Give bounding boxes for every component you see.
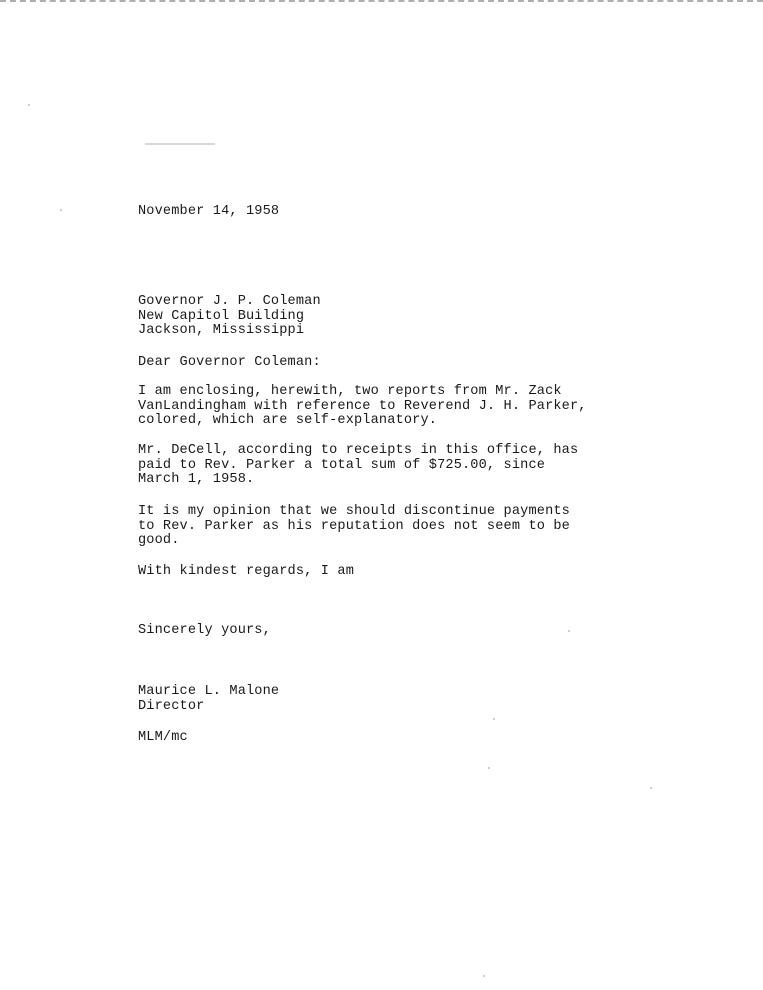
- paragraph-enclosure: [138, 385, 587, 429]
- scan-speck: [145, 143, 215, 145]
- complimentary-close: Sincerely yours,: [138, 623, 271, 638]
- scan-speck: [493, 718, 495, 720]
- paragraph-line: Mr. DeCell, according to receipts in this office, has: [138, 443, 579, 458]
- page-top-border: [0, 0, 763, 6]
- closing-regards: With kindest regards, I am: [138, 564, 354, 579]
- scan-speck: [650, 787, 652, 789]
- paragraph-line: It is my opinion that we should discontinue payments: [138, 504, 570, 519]
- scan-speck: [483, 975, 485, 977]
- paragraph-line: March 1, 1958.: [138, 472, 255, 487]
- paragraph-line: paid to Rev. Parker a total sum of $725.00, since: [138, 457, 546, 473]
- paragraph-opinion: [138, 505, 570, 549]
- paragraph-line: I am enclosing, herewith, two reports from Mr. Zack: [138, 384, 562, 399]
- reference-initials: MLM/mc: [138, 730, 188, 745]
- salutation: Dear Governor Coleman:: [138, 355, 321, 370]
- paragraph-line: to Rev. Parker as his reputation does not seem to be: [138, 518, 570, 534]
- scan-speck: [60, 209, 62, 211]
- signer-title: Director: [138, 698, 205, 714]
- scan-speck: [568, 630, 570, 632]
- signature-block: [138, 685, 279, 714]
- letter-date: November 14, 1958: [138, 204, 280, 219]
- scan-speck: [28, 104, 30, 106]
- paragraph-line: good.: [138, 533, 180, 548]
- scan-speck: [488, 767, 490, 769]
- recipient-building: New Capitol Building: [138, 308, 305, 324]
- paragraph-line: VanLandingham with reference to Reverend J. H. Parker,: [138, 398, 587, 414]
- recipient-address: [138, 295, 321, 339]
- signer-name: Maurice L. Malone: [138, 684, 280, 699]
- paragraph-payments: [138, 444, 578, 488]
- recipient-name: Governor J. P. Coleman: [138, 294, 321, 309]
- recipient-city: Jackson, Mississippi: [138, 323, 305, 338]
- paragraph-line: colored, which are self-explanatory.: [138, 413, 438, 428]
